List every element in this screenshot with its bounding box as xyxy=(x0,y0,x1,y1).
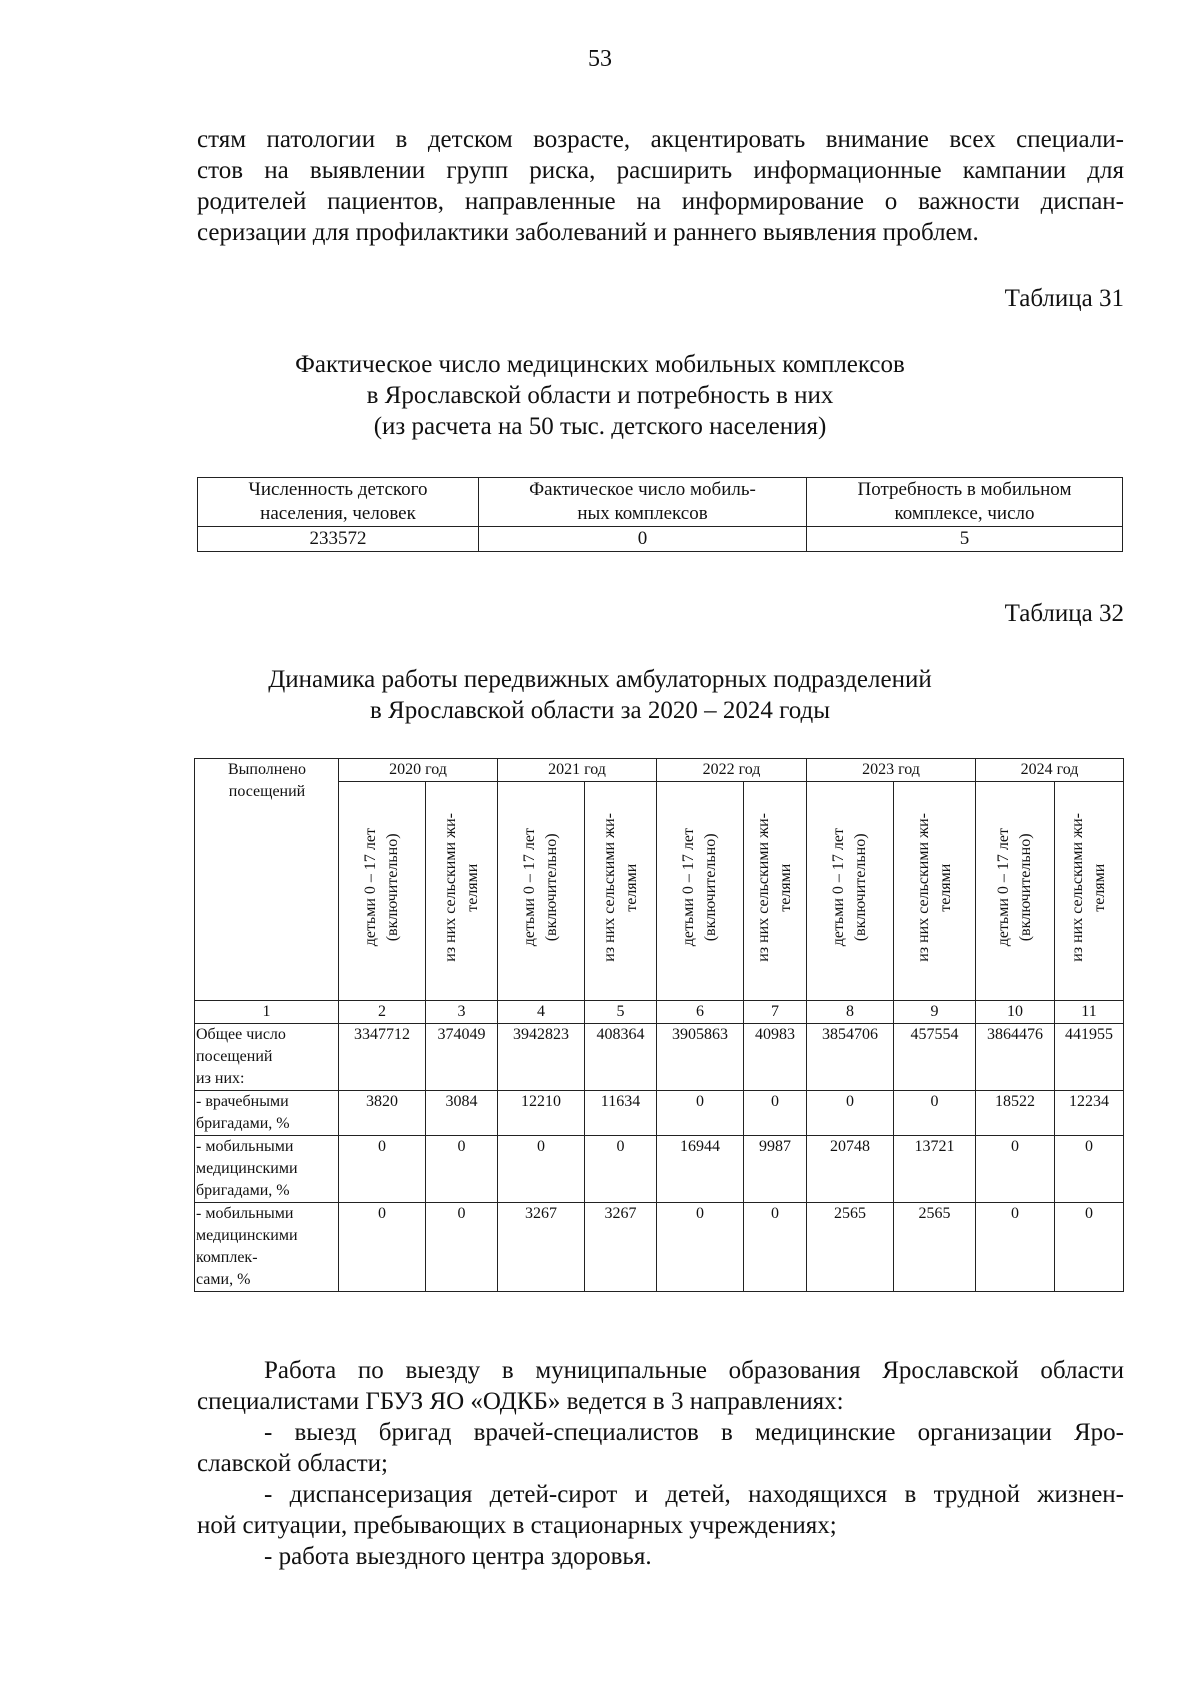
header-line: комплексе, число xyxy=(894,503,1035,524)
subheader-rural-cell xyxy=(426,782,498,1001)
table32-colnum-row xyxy=(195,1001,1124,1024)
subheader-line: телями xyxy=(1091,863,1108,912)
subheader-rural-cell xyxy=(894,782,976,1001)
row-label xyxy=(195,1024,339,1091)
colnum-cell: 3 xyxy=(426,1001,498,1024)
table32 xyxy=(194,758,1124,1292)
table32-row-mobile-teams xyxy=(195,1136,1124,1203)
table31-header-cell xyxy=(198,478,479,527)
outro-line: специалистами ГБУЗ ЯО «ОДКБ» ведется в 3 направлениях: xyxy=(197,1388,844,1415)
value-cell: 0 xyxy=(1055,1203,1124,1292)
value-cell: 11634 xyxy=(585,1091,657,1136)
value-cell: 3084 xyxy=(426,1091,498,1136)
table31-header-row xyxy=(198,478,1123,527)
value-cell: 374049 xyxy=(426,1024,498,1091)
value-cell: 0 xyxy=(744,1203,807,1292)
row-label xyxy=(195,1203,339,1292)
table31-header-cell xyxy=(807,478,1123,527)
value-cell: 0 xyxy=(1055,1136,1124,1203)
subheader-line: детьми 0 – 17 лет xyxy=(680,828,697,947)
value-cell: 0 xyxy=(426,1136,498,1203)
subheader-children-cell xyxy=(498,782,585,1001)
row-label-line: медицинскими xyxy=(196,1160,298,1177)
value-cell: 0 xyxy=(339,1203,426,1292)
value-cell: 0 xyxy=(744,1091,807,1136)
outro-line: славской области; xyxy=(197,1450,388,1477)
value-cell: 3347712 xyxy=(339,1024,426,1091)
value-cell: 18522 xyxy=(976,1091,1055,1136)
table31-title xyxy=(0,349,1200,442)
outro-line: ной ситуации, пребывающих в стационарных учреждениях; xyxy=(197,1512,837,1539)
table31 xyxy=(197,477,1123,552)
value-cell: 0 xyxy=(657,1203,744,1292)
subheader-line: из них сельскими жи- xyxy=(600,813,618,962)
table31-cell: 233572 xyxy=(198,527,479,552)
value-cell: 3864476 xyxy=(976,1024,1055,1091)
value-cell: 457554 xyxy=(894,1024,976,1091)
table32-row-mobile-complexes xyxy=(195,1203,1124,1292)
intro-line: родителей пациентов, направленные на информирование о важности диспан- xyxy=(197,188,1124,215)
header-line: Фактическое число мобиль- xyxy=(529,479,756,500)
table31-label: Таблица 31 xyxy=(1004,285,1124,312)
subheader-rural-cell xyxy=(1055,782,1124,1001)
value-cell: 3267 xyxy=(585,1203,657,1292)
outro-paragraph xyxy=(197,1355,1124,1572)
row-label-line: - мобильными xyxy=(196,1205,294,1222)
value-cell: 0 xyxy=(976,1136,1055,1203)
table32-year-row xyxy=(195,759,1124,782)
table32-row-total xyxy=(195,1024,1124,1091)
corner-line: посещений xyxy=(228,783,306,800)
subheader-line: (включительно) xyxy=(384,833,401,942)
subheader-line: телями xyxy=(777,863,794,912)
table32-title-line: Динамика работы передвижных амбулаторных подразделений xyxy=(268,666,932,693)
intro-line: серизации для профилактики заболеваний и раннего выявления проблем. xyxy=(197,219,979,246)
table31-title-line: Фактическое число медицинских мобильных комплексов xyxy=(295,351,905,378)
subheader-line: телями xyxy=(463,863,481,912)
table32-corner-cell xyxy=(195,759,339,1001)
row-label-line: посещений xyxy=(196,1048,273,1065)
intro-line: стов на выявлении групп риска, расширить информационные кампании для xyxy=(197,157,1124,184)
subheader-line: из них сельскими жи- xyxy=(914,813,932,962)
row-label-line: - мобильными xyxy=(196,1138,294,1155)
value-cell: 16944 xyxy=(657,1136,744,1203)
subheader-line: телями xyxy=(622,863,640,912)
colnum-cell: 9 xyxy=(894,1001,976,1024)
colnum-cell: 4 xyxy=(498,1001,585,1024)
page-number: 53 xyxy=(588,46,612,72)
value-cell: 3854706 xyxy=(807,1024,894,1091)
header-line: Численность детского xyxy=(248,479,428,500)
colnum-cell: 11 xyxy=(1055,1001,1124,1024)
row-label-line: бригадами, % xyxy=(196,1115,290,1132)
table32-title-line: в Ярославской области за 2020 – 2024 годы xyxy=(370,697,830,724)
subheader-rural-cell xyxy=(744,782,807,1001)
subheader-line: детьми 0 – 17 лет xyxy=(521,828,538,947)
value-cell: 9987 xyxy=(744,1136,807,1203)
subheader-line: детьми 0 – 17 лет xyxy=(362,828,379,947)
value-cell: 408364 xyxy=(585,1024,657,1091)
year-header: 2022 год xyxy=(657,759,807,782)
colnum-cell: 6 xyxy=(657,1001,744,1024)
outro-line: - выезд бригад врачей-специалистов в медицинские организации Яро- xyxy=(264,1419,1124,1446)
colnum-cell: 7 xyxy=(744,1001,807,1024)
row-label-line: комплек- xyxy=(196,1249,258,1266)
colnum-cell: 1 xyxy=(195,1001,339,1024)
value-cell: 2565 xyxy=(894,1203,976,1292)
value-cell: 3942823 xyxy=(498,1024,585,1091)
row-label-line: Общее число xyxy=(196,1026,286,1043)
header-line: ных комплексов xyxy=(577,503,708,524)
table32-label: Таблица 32 xyxy=(1004,600,1124,627)
corner-line: Выполнено xyxy=(228,761,306,778)
year-header: 2021 год xyxy=(498,759,657,782)
value-cell: 0 xyxy=(498,1136,585,1203)
row-label-line: медицинскими xyxy=(196,1227,298,1244)
subheader-line: детьми 0 – 17 лет xyxy=(830,828,847,947)
subheader-line: (включительно) xyxy=(852,833,869,942)
outro-line: - работа выездного центра здоровья. xyxy=(264,1543,652,1570)
value-cell: 0 xyxy=(976,1203,1055,1292)
value-cell: 0 xyxy=(657,1091,744,1136)
row-label-line: - врачебными xyxy=(196,1093,289,1110)
subheader-line: из них сельскими жи- xyxy=(755,813,772,962)
year-header: 2024 год xyxy=(976,759,1124,782)
subheader-rural-cell xyxy=(585,782,657,1001)
value-cell: 20748 xyxy=(807,1136,894,1203)
intro-line: стям патологии в детском возрасте, акцентировать внимание всех специали- xyxy=(197,126,1124,153)
subheader-line: детьми 0 – 17 лет xyxy=(995,828,1012,947)
header-line: населения, человек xyxy=(260,503,416,524)
value-cell: 3267 xyxy=(498,1203,585,1292)
table32-row-doctor-teams xyxy=(195,1091,1124,1136)
row-label xyxy=(195,1091,339,1136)
header-line: Потребность в мобильном xyxy=(857,479,1072,500)
subheader-children-cell xyxy=(339,782,426,1001)
year-header: 2020 год xyxy=(339,759,498,782)
row-label xyxy=(195,1136,339,1203)
outro-line: - диспансеризация детей-сирот и детей, находящихся в трудной жизнен- xyxy=(264,1481,1124,1508)
value-cell: 0 xyxy=(426,1203,498,1292)
subheader-line: из них сельскими жи- xyxy=(441,813,459,962)
subheader-line: телями xyxy=(936,863,954,912)
value-cell: 0 xyxy=(339,1136,426,1203)
row-label-line: сами, % xyxy=(196,1271,251,1288)
value-cell: 13721 xyxy=(894,1136,976,1203)
table31-title-line: (из расчета на 50 тыс. детского населения) xyxy=(373,413,827,440)
value-cell: 3905863 xyxy=(657,1024,744,1091)
value-cell: 3820 xyxy=(339,1091,426,1136)
table32-title xyxy=(0,664,1200,726)
value-cell: 0 xyxy=(585,1136,657,1203)
table31-data-row xyxy=(198,527,1123,552)
row-label-line: бригадами, % xyxy=(196,1182,290,1199)
value-cell: 40983 xyxy=(744,1024,807,1091)
value-cell: 12210 xyxy=(498,1091,585,1136)
colnum-cell: 2 xyxy=(339,1001,426,1024)
intro-paragraph xyxy=(197,124,1124,248)
row-label-line: из них: xyxy=(196,1070,245,1087)
outro-line: Работа по выезду в муниципальные образования Ярославской области xyxy=(264,1357,1124,1384)
table31-header-cell xyxy=(479,478,807,527)
colnum-cell: 10 xyxy=(976,1001,1055,1024)
subheader-children-cell xyxy=(657,782,744,1001)
subheader-line: (включительно) xyxy=(543,833,560,942)
value-cell: 12234 xyxy=(1055,1091,1124,1136)
year-header: 2023 год xyxy=(807,759,976,782)
subheader-line: (включительно) xyxy=(702,833,719,942)
value-cell: 0 xyxy=(807,1091,894,1136)
table31-title-line: в Ярославской области и потребность в них xyxy=(366,382,834,409)
table31-cell: 0 xyxy=(479,527,807,552)
subheader-children-cell xyxy=(807,782,894,1001)
value-cell: 0 xyxy=(894,1091,976,1136)
subheader-line: из них сельскими жи- xyxy=(1069,813,1086,962)
table31-cell: 5 xyxy=(807,527,1123,552)
subheader-children-cell xyxy=(976,782,1055,1001)
value-cell: 2565 xyxy=(807,1203,894,1292)
value-cell: 441955 xyxy=(1055,1024,1124,1091)
colnum-cell: 8 xyxy=(807,1001,894,1024)
colnum-cell: 5 xyxy=(585,1001,657,1024)
subheader-line: (включительно) xyxy=(1017,833,1034,942)
